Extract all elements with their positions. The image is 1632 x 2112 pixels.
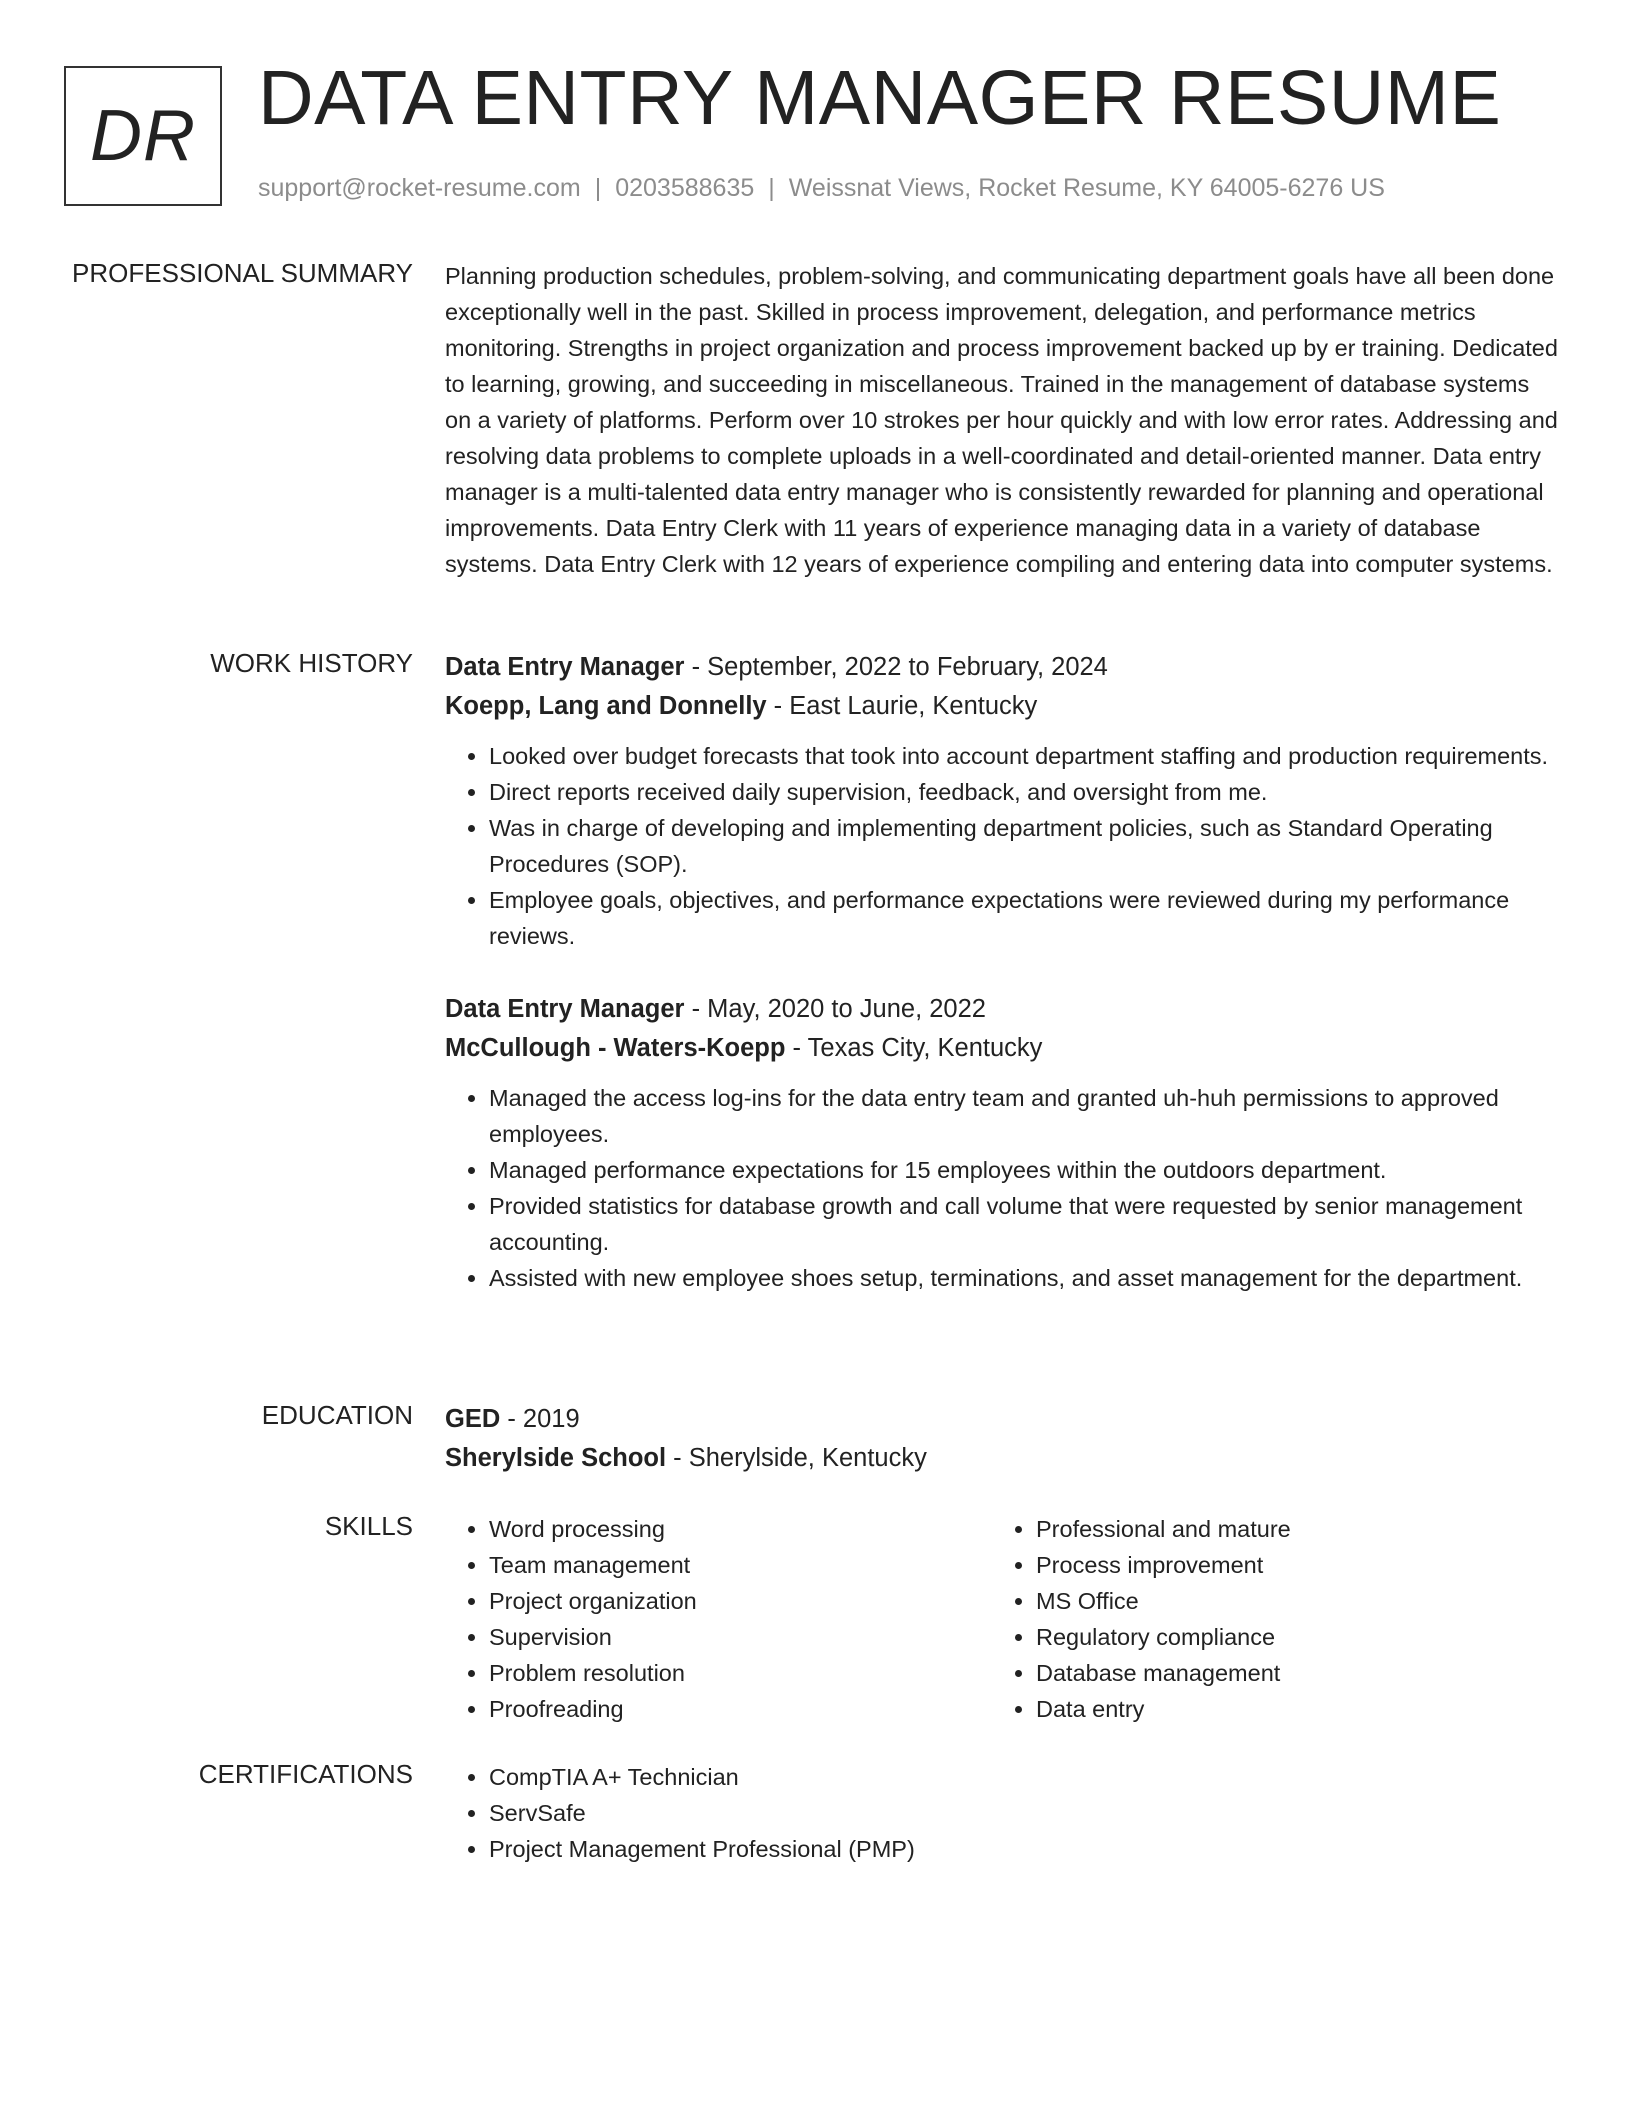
- list-item: • Process improvement: [1036, 1547, 1556, 1583]
- education-location: - Sherylside, Kentucky: [666, 1444, 927, 1472]
- contact-separator: |: [594, 174, 602, 202]
- job-title-line: [445, 990, 1560, 1029]
- list-item: • Looked over budget forecasts that took into account department staffing and production requirements.: [489, 738, 1560, 774]
- list-item: • Database management: [1036, 1655, 1556, 1691]
- job-company: Koepp, Lang and Donnelly: [445, 692, 767, 720]
- contact-email: support@rocket-resume.com: [258, 174, 581, 202]
- list-item: • CompTIA A+ Technician: [489, 1759, 1560, 1795]
- job-entry: [445, 648, 1560, 954]
- skills-column-2: [992, 1511, 1556, 1727]
- education-year: - 2019: [500, 1405, 580, 1433]
- education-school-line: [445, 1439, 1560, 1478]
- page-title: DATA ENTRY MANAGER RESUME: [258, 55, 1502, 141]
- list-item: • Data entry: [1036, 1691, 1556, 1727]
- list-item: • Direct reports received daily supervision, feedback, and oversight from me.: [489, 774, 1560, 810]
- list-item: • Managed the access log-ins for the data entry team and granted uh-huh permissions to approved employees.: [489, 1080, 1560, 1152]
- certifications-list: [445, 1759, 1560, 1867]
- contact-separator: |: [768, 174, 775, 202]
- list-item: • Proofreading: [489, 1691, 992, 1727]
- skills-columns: [445, 1511, 1560, 1727]
- list-item: • Employee goals, objectives, and performance expectations were reviewed during my performance reviews.: [489, 882, 1560, 954]
- list-item: • Word processing: [489, 1511, 992, 1547]
- list-item: • MS Office: [1036, 1583, 1556, 1619]
- section-label-skills: SKILLS: [324, 1511, 413, 1541]
- education-body: [445, 1400, 1560, 1478]
- skills-body: [445, 1511, 1560, 1727]
- list-item: • Was in charge of developing and implementing department policies, such as Standard Operating Procedures (SOP).: [489, 810, 1560, 882]
- list-item: • Regulatory compliance: [1036, 1619, 1556, 1655]
- list-item: • Provided statistics for database growth and call volume that were requested by senior management accounting.: [489, 1188, 1560, 1260]
- job-bullets: [445, 738, 1560, 954]
- list-item: • Problem resolution: [489, 1655, 992, 1691]
- contact-phone: 0203588635: [615, 174, 755, 202]
- education-degree-line: [445, 1400, 1560, 1439]
- job-title: Data Entry Manager: [445, 653, 685, 681]
- list-item: • Project organization: [489, 1583, 992, 1619]
- section-label-certifications: CERTIFICATIONS: [198, 1759, 413, 1789]
- list-item: • Managed performance expectations for 15 employees within the outdoors department.: [489, 1152, 1560, 1188]
- list-item: • ServSafe: [489, 1795, 1560, 1831]
- education-degree: GED: [445, 1405, 501, 1433]
- list-item: • Assisted with new employee shoes setup, terminations, and asset management for the department.: [489, 1260, 1560, 1296]
- education-school: Sherylside School: [445, 1444, 667, 1472]
- monogram-initials: DR: [90, 96, 196, 176]
- work-history-body: [445, 648, 1560, 1332]
- job-company-line: [445, 1029, 1560, 1068]
- section-label-summary: PROFESSIONAL SUMMARY: [72, 258, 413, 288]
- job-entry: [445, 990, 1560, 1296]
- job-dates: - September, 2022 to February, 2024: [684, 653, 1108, 681]
- job-location: - Texas City, Kentucky: [785, 1034, 1043, 1062]
- section-label-education: EDUCATION: [261, 1400, 413, 1430]
- monogram-box: [64, 66, 222, 206]
- list-item: • Professional and mature: [1036, 1511, 1556, 1547]
- summary-body: [445, 258, 1560, 582]
- summary-text: Planning production schedules, problem-solving, and communicating department goals have all been done exceptionally well in the past. Skilled in process improvement, delegation, and performance metrics monitoring. Strengths in project organization and process improvement backed up by er training. Dedicated to learning, growing, and succeeding in miscellaneous. Trained in the management of database systems on a variety of platforms. Perform over 10 strokes per hour quickly and with low error rates. Addressing and resolving data problems to complete uploads in a well-coordinated and detail-oriented manner. Data entry manager is a multi-talented data entry manager who is consistently rewarded for planning and operational improvements. Data Entry Clerk with 11 years of experience managing data in a variety of database systems. Data Entry Clerk with 12 years of experience compiling and entering data into computer systems.: [445, 263, 1558, 577]
- job-bullets: [445, 1080, 1560, 1296]
- job-company-line: [445, 687, 1560, 726]
- list-item: • Team management: [489, 1547, 992, 1583]
- list-item: • Project Management Professional (PMP): [489, 1831, 1560, 1867]
- contact-line: [258, 174, 1385, 203]
- job-company: McCullough - Waters-Koepp: [445, 1034, 786, 1062]
- skills-column-1: [445, 1511, 992, 1727]
- job-title: Data Entry Manager: [445, 995, 685, 1023]
- list-item: • Supervision: [489, 1619, 992, 1655]
- job-dates: - May, 2020 to June, 2022: [684, 995, 986, 1023]
- job-location: - East Laurie, Kentucky: [766, 692, 1038, 720]
- contact-address: Weissnat Views, Rocket Resume, KY 64005-6276 US: [788, 174, 1385, 202]
- job-title-line: [445, 648, 1560, 687]
- certifications-body: [445, 1759, 1560, 1867]
- section-label-work-history: WORK HISTORY: [210, 648, 413, 678]
